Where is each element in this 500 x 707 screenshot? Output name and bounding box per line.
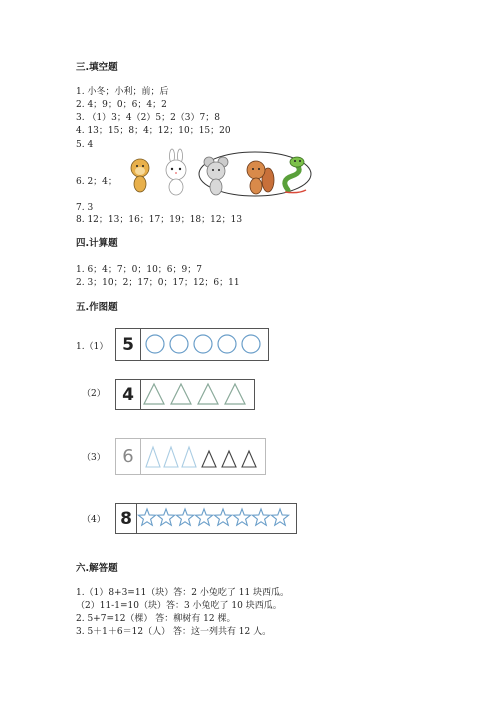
draw-item-label: （2） xyxy=(82,389,106,399)
answer-line: 5. 4 xyxy=(76,140,94,150)
section-heading-answer: 六.解答题 xyxy=(76,563,118,574)
answer-line: 2. 3；10；2；17；0；17；12；6；11 xyxy=(76,278,240,288)
light-triangle-shape xyxy=(164,447,178,467)
star-shape xyxy=(271,509,288,525)
star-shape xyxy=(176,509,193,525)
section-heading-fill-blank: 三.填空题 xyxy=(76,62,118,73)
circle-shape xyxy=(218,335,236,353)
answer-line: 3. （1）3；4（2）5；2（3）7；8 xyxy=(76,113,220,123)
answer-line: 8. 12；13；16；17；19；18；12；13 xyxy=(76,215,243,225)
circle-shape xyxy=(242,335,260,353)
answer-line: 2. 5+7=12（棵） 答：柳树有 12 棵。 xyxy=(76,614,236,624)
count-number: 5 xyxy=(116,329,141,360)
stars-row xyxy=(138,507,294,529)
dark-triangle-shape xyxy=(242,451,256,467)
star-shape xyxy=(233,509,250,525)
draw-box-circles xyxy=(115,328,269,361)
squirrel-icon xyxy=(247,161,274,194)
draw-box-mixed-triangles xyxy=(115,438,266,475)
answer-line: 1. 小冬；小利；前；后 xyxy=(76,87,169,97)
star-shape xyxy=(195,509,212,525)
section-heading-calc: 四.计算题 xyxy=(76,238,118,249)
triangle-shape xyxy=(171,384,191,404)
animals-illustration xyxy=(120,150,320,198)
rabbit-icon xyxy=(166,149,186,195)
answer-line: 2. 4；9；0；6；4；2 xyxy=(76,100,167,110)
count-number: 8 xyxy=(116,504,137,533)
mouse-icon xyxy=(204,157,228,195)
answer-line: （2）11-1=10（块）答：3 小兔吃了 10 块西瓜。 xyxy=(76,601,282,611)
count-number: 6 xyxy=(116,439,141,474)
draw-item-label: （4） xyxy=(82,515,106,525)
star-shape xyxy=(157,509,174,525)
draw-item-label: （3） xyxy=(82,453,106,463)
triangle-shape xyxy=(144,384,164,404)
draw-box-triangles xyxy=(115,379,255,410)
light-triangle-shape xyxy=(182,447,196,467)
draw-box-stars xyxy=(115,503,297,534)
star-shape xyxy=(214,509,231,525)
triangle-shape xyxy=(225,384,245,404)
answer-line: 6. 2；4； xyxy=(76,177,117,187)
mixed-triangles-row xyxy=(146,445,262,469)
triangle-shape xyxy=(198,384,218,404)
circle-shape xyxy=(170,335,188,353)
draw-item-label: 1.（1） xyxy=(76,342,109,352)
monkey-icon xyxy=(131,159,149,192)
circle-shape xyxy=(146,335,164,353)
answer-line: 1. 6；4；7；0；10；6；9；7 xyxy=(76,265,202,275)
dark-triangle-shape xyxy=(222,451,236,467)
answer-line: 7. 3 xyxy=(76,203,94,213)
answer-line: 3. 5＋1＋6＝12（人） 答：这一列共有 12 人。 xyxy=(76,627,272,637)
triangles-row xyxy=(144,382,252,406)
answer-line: 4. 13；15；8；4；12；10；15；20 xyxy=(76,126,231,136)
light-triangle-shape xyxy=(146,447,160,467)
section-heading-draw: 五.作图题 xyxy=(76,302,118,313)
star-shape xyxy=(252,509,269,525)
dark-triangle-shape xyxy=(202,451,216,467)
snake-icon xyxy=(285,157,306,193)
answer-line: 1.（1）8+3=11（块）答：2 小兔吃了 11 块西瓜。 xyxy=(76,588,290,598)
circles-row xyxy=(144,332,266,356)
star-shape xyxy=(138,509,155,525)
count-number: 4 xyxy=(116,380,141,409)
circle-shape xyxy=(194,335,212,353)
